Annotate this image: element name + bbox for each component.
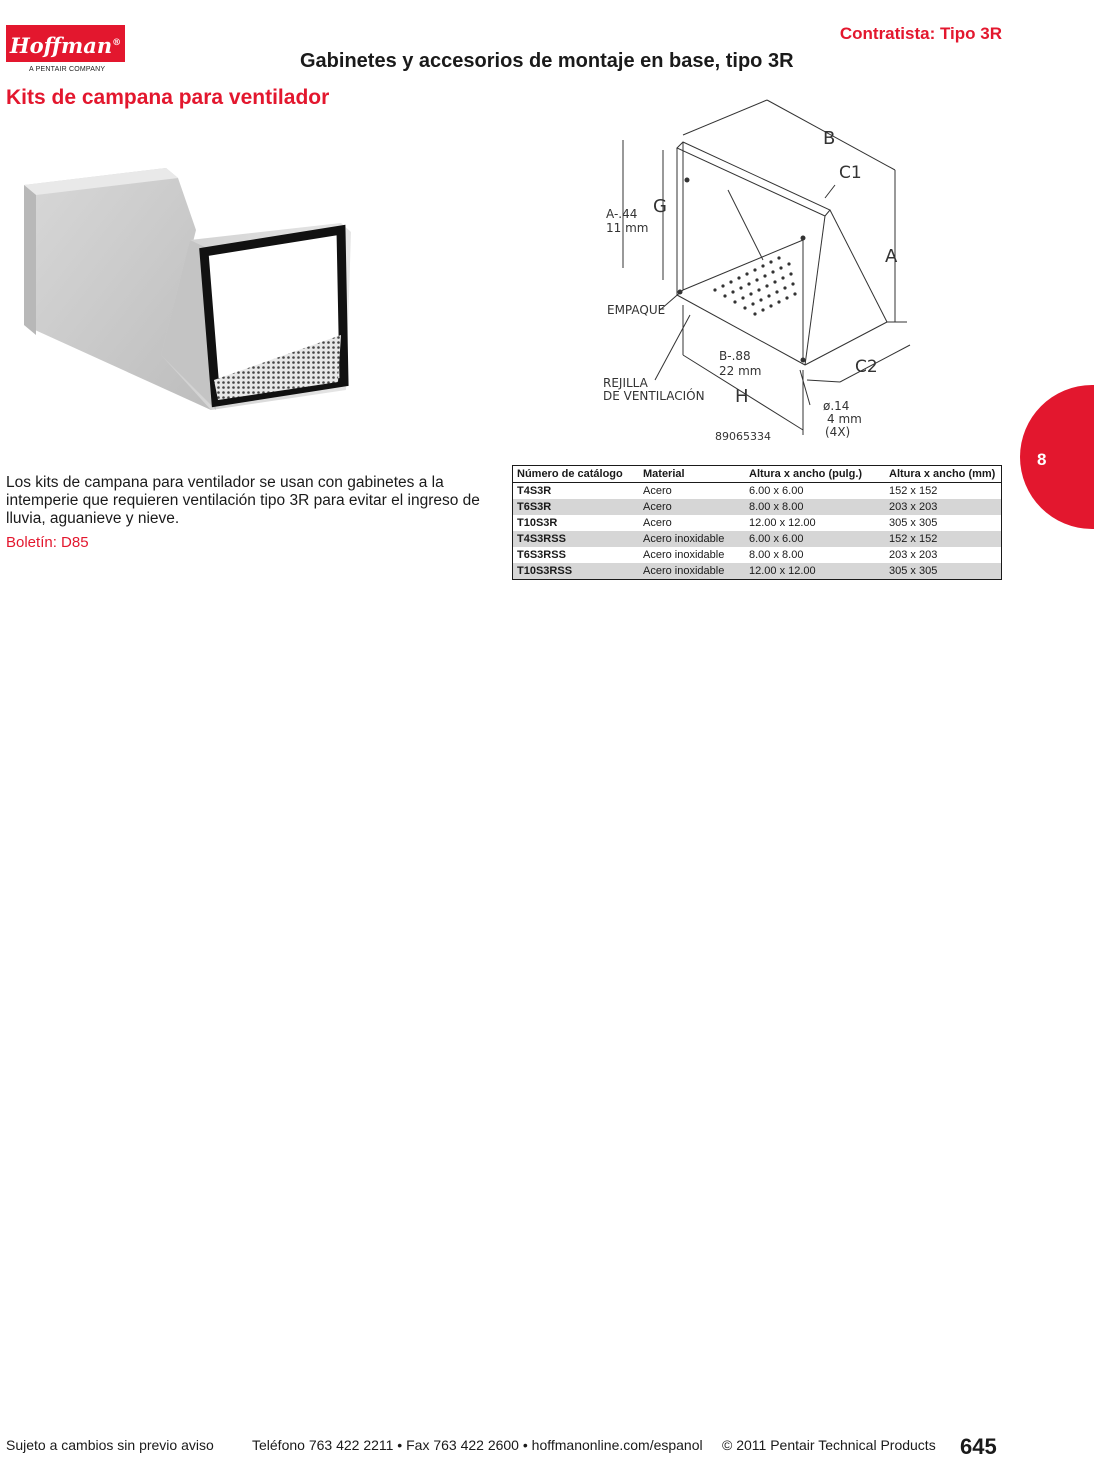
footer-contact: Teléfono 763 422 2211 • Fax 763 422 2600 • hoffmanonline.com/espanol	[252, 1437, 703, 1453]
material: Acero inoxidable	[643, 549, 725, 561]
size-mm: 203 x 203	[889, 549, 938, 561]
label-h: H	[735, 386, 749, 407]
table-row	[513, 563, 1002, 580]
catalog-number: T4S3RSS	[513, 531, 640, 547]
catalog-number: T4S3R	[517, 485, 552, 497]
label-c2: C2	[855, 357, 878, 377]
label-a: A	[885, 246, 898, 267]
footer-copyright: © 2011 Pentair Technical Products	[722, 1437, 936, 1453]
logo-text: Hoffman	[9, 33, 113, 58]
section-label: Contratista: Tipo 3R	[839, 24, 1002, 43]
label-a-offset-mm: 11 mm	[606, 221, 649, 235]
material: Acero inoxidable	[639, 531, 745, 547]
product-heading: Kits de campana para ventilador	[6, 86, 330, 109]
header-material: Material	[639, 466, 745, 483]
header-size-mm: Altura x ancho (mm)	[885, 466, 1002, 483]
table-header-row	[513, 466, 1002, 483]
size-in: 12.00 x 12.00	[745, 563, 885, 580]
catalog-number: T10S3RSS	[513, 563, 640, 580]
material: Acero	[643, 485, 672, 497]
size-mm: 203 x 203	[885, 499, 1002, 515]
size-mm: 152 x 152	[889, 485, 938, 497]
size-in: 6.00 x 6.00	[745, 531, 885, 547]
chapter-tab	[1020, 385, 1094, 529]
label-gasket: EMPAQUE	[607, 303, 666, 317]
size-mm: 305 x 305	[889, 517, 938, 529]
logo-registered-mark: ®	[112, 38, 122, 48]
label-hole-mm: 4 mm	[827, 412, 862, 426]
catalog-number: T10S3R	[517, 517, 558, 529]
chapter-tab-number: 8	[1037, 450, 1047, 469]
size-mm: 152 x 152	[885, 531, 1002, 547]
material: Acero	[639, 499, 745, 515]
label-g: G	[653, 196, 667, 217]
size-mm: 305 x 305	[885, 563, 1002, 580]
label-c1: C1	[839, 163, 862, 183]
label-vent-grille-1: REJILLA	[603, 376, 648, 390]
footer-notice: Sujeto a cambios sin previo aviso	[6, 1437, 214, 1453]
catalog-number: T6S3RSS	[517, 549, 566, 561]
material: Acero	[643, 517, 672, 529]
table-row	[513, 483, 1002, 500]
table-row	[513, 531, 1002, 547]
logo-subtitle: A PENTAIR COMPANY	[29, 66, 106, 73]
size-in: 8.00 x 8.00	[745, 499, 885, 515]
label-vent-grille-2: DE VENTILACIÓN	[603, 389, 705, 403]
label-a-offset: A-.44	[606, 207, 638, 221]
label-b-offset: B-.88	[719, 349, 751, 363]
catalog-table	[512, 465, 1002, 580]
catalog-number: T6S3R	[513, 499, 640, 515]
label-b: B	[823, 128, 836, 149]
material: Acero inoxidable	[639, 563, 745, 580]
header-size-in: Altura x ancho (pulg.)	[745, 466, 885, 483]
table-row	[513, 499, 1002, 515]
hoffman-logo	[6, 25, 125, 62]
size-in: 6.00 x 6.00	[749, 485, 804, 497]
size-in: 12.00 x 12.00	[749, 517, 816, 529]
dimension-drawing	[595, 90, 925, 450]
product-photo	[6, 120, 360, 462]
label-hole-dia: ø.14	[823, 399, 850, 413]
header-catalog-number: Número de catálogo	[513, 466, 640, 483]
page-title: Gabinetes y accesorios de montaje en base, tipo 3R	[300, 50, 794, 72]
drawing-number: 89065334	[715, 430, 771, 443]
bulletin-reference: Boletín: D85	[6, 534, 89, 551]
label-b-offset-mm: 22 mm	[719, 364, 762, 378]
product-description: Los kits de campana para ventilador se usan con gabinetes a la intemperie que requieren ventilación tipo 3R para evitar el ingreso de lluvia, aguanieve y nieve.	[6, 474, 480, 527]
size-in: 8.00 x 8.00	[749, 549, 804, 561]
table-row	[513, 547, 1002, 563]
page-number: 645	[960, 1434, 997, 1459]
label-hole-qty: (4X)	[825, 425, 851, 439]
table-row	[513, 515, 1002, 531]
